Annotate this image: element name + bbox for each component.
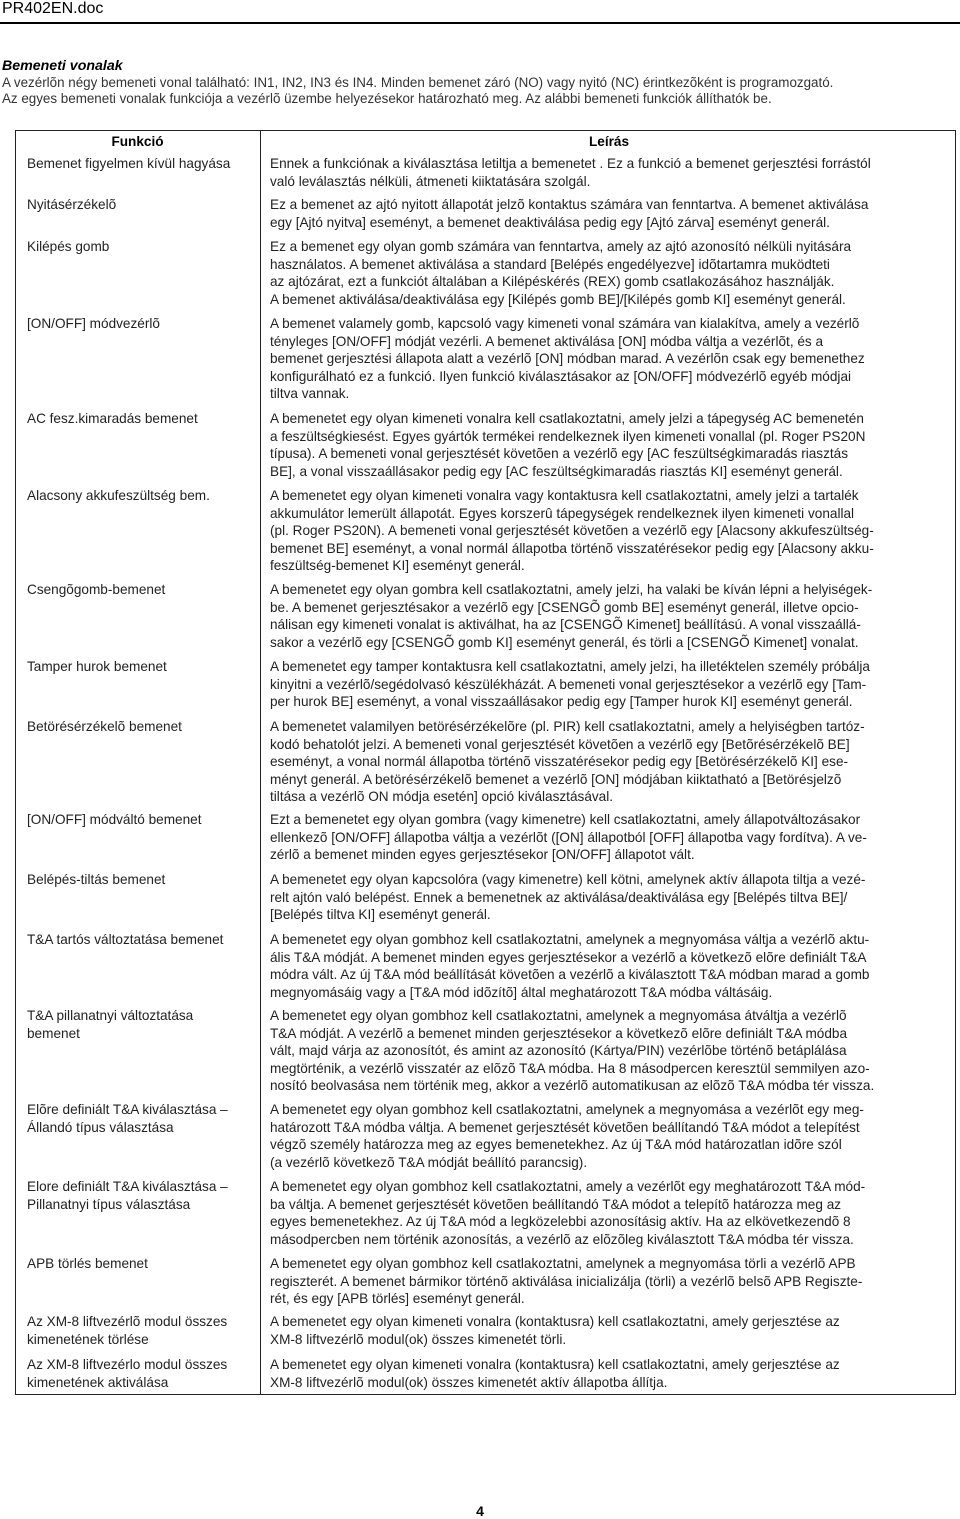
function-description-cell bbox=[270, 155, 955, 190]
description-line: konfigurálható ez a funkció. Ilyen funkció kiválasztásakor az [ON/OFF] módvezérlõ egyéb módjai bbox=[270, 368, 852, 384]
function-description-cell bbox=[270, 871, 955, 924]
description-line: (pl. Roger PS20N). A bemeneti vonal gerjesztését követõen a vezérlõ egy [Alacsony akkufeszültség- bbox=[270, 523, 874, 538]
function-description-cell bbox=[270, 658, 955, 711]
function-name-line: Csengõgomb-bemenet bbox=[27, 582, 166, 597]
description-line: A bemenetet egy olyan gombhoz kell csatlakoztatni, amelynek a megnyomása váltja a vezérlõ aktu- bbox=[270, 932, 870, 947]
description-line: A bemenetet egy tamper kontaktusra kell csatlakoztatni, amely jelzi, ha illetéktelen személy próbálja bbox=[270, 659, 870, 674]
function-name-line: Bemenet figyelmen kívül hagyása bbox=[27, 156, 231, 171]
function-name-line: Elõre definiált T&A kiválasztása – bbox=[27, 1102, 228, 1117]
description-line: A bemenetet egy olyan gombhoz kell csatlakoztatni, amelynek a megnyomása átváltja a vezérlõ bbox=[270, 1008, 847, 1023]
function-name-line: kimenetének törlése bbox=[27, 1331, 149, 1347]
description-line: megtörténik, a vezérlõ visszatér az elõzõ T&A módba. Ha 8 másodpercen keresztül semmilyen azo- bbox=[270, 1060, 870, 1076]
description-line: A bemenetet egy olyan gombhoz kell csatlakoztatni, amelynek a megnyomása törli a vezérlõ APB bbox=[270, 1256, 856, 1271]
function-name-cell bbox=[27, 1356, 262, 1391]
function-description-cell bbox=[270, 931, 955, 1001]
description-line: Ennek a funkciónak a kiválasztása letiltja a bemenetet . Ez a funkció a bemenet gerjesztési forrástól bbox=[270, 156, 871, 171]
description-line: sakor a vezérlõ egy [CSENGÕ gomb KI] eseményt generál, és törli a [CSENGÕ Kimenet] vonalat. bbox=[270, 634, 859, 650]
page-number: 4 bbox=[476, 1503, 484, 1519]
description-line: határozott T&A módba váltja. A bemenet gerjesztését követõen beállítandó T&A módot a telepítést bbox=[270, 1119, 860, 1135]
table-header-function: Funkció bbox=[111, 134, 164, 149]
function-name-cell bbox=[27, 315, 262, 333]
function-name-line: Az XM-8 liftvezérlo modul összes bbox=[27, 1357, 228, 1372]
function-name-line: Állandó típus választása bbox=[27, 1119, 174, 1135]
description-line: relt ajtón való belépést. Ennek a bemenetnek az aktiválása/deaktiválása egy [Belépés tiltva BE]/ bbox=[270, 889, 848, 905]
function-description-cell bbox=[270, 581, 955, 651]
description-line: kodó behatolót jelzi. A bemeneti vonal gerjesztését követõen a vezérlõ egy [Betõrésérzékelõ BE] bbox=[270, 736, 850, 752]
description-line: A bemenetet egy olyan kimeneti vonalra vagy kontaktusra kell csatlakoztatni, amely jelzi a tartalék bbox=[270, 488, 859, 503]
section-title: Bemeneti vonalak bbox=[2, 58, 123, 74]
function-name-line: Alacsony akkufeszültség bem. bbox=[27, 488, 210, 503]
description-line: feszültség-bemenet KI] eseményt generál. bbox=[270, 558, 525, 573]
description-line: (a vezérlõ következõ T&A módját beállító parancsig). bbox=[270, 1154, 588, 1170]
section-intro bbox=[2, 75, 958, 107]
description-line: zérlõ a bemenet minden egyes gerjesztésekor [ON/OFF] állapotot vált. bbox=[270, 847, 695, 862]
function-description-cell bbox=[270, 811, 955, 864]
description-line: A bemenetet egy olyan kimeneti vonalra (kontaktusra) kell csatlakoztatni, amely gerjesztése az bbox=[270, 1357, 840, 1372]
function-description-cell bbox=[270, 196, 955, 231]
description-line: az ajtózárat, ezt a funkciót általában a Kilépéskérés (REX) gomb csatlakozásához használják. bbox=[270, 274, 835, 289]
description-line: bemenet BE] eseményt, a vonal normál állapotba történõ visszatérésekor pedig egy [Alacsony akku- bbox=[270, 540, 874, 556]
function-description-cell bbox=[270, 1356, 955, 1391]
description-line: A bemenet valamely gomb, kapcsoló vagy kimeneti vonal számára van kialakítva, amely a vezérlõ bbox=[270, 316, 860, 331]
description-line: tiltása a vezérlõ ON módja esetén] opció kiválasztásával. bbox=[270, 789, 614, 804]
function-name-line: Tamper hurok bemenet bbox=[27, 659, 167, 674]
function-name-cell bbox=[27, 155, 262, 173]
function-name-line: bemenet bbox=[27, 1025, 80, 1041]
description-line: A bemenetet egy olyan gombhoz kell csatlakoztatni, amely a vezérlõt egy meghatározott T&A mód- bbox=[270, 1179, 866, 1194]
description-line: per hurok BE] eseményt, a vonal visszaállásakor pedig egy [Tamper hurok KI] eseményt generál. bbox=[270, 694, 853, 709]
description-line: A bemenetet valamilyen betörésérzékelõre (pl. PIR) kell csatlakoztatni, amely a helyiségben tartóz- bbox=[270, 719, 865, 734]
function-name-cell bbox=[27, 238, 262, 256]
function-name-line: T&A tartós változtatása bemenet bbox=[27, 932, 224, 947]
function-name-cell bbox=[27, 931, 262, 949]
function-name-cell bbox=[27, 1255, 262, 1273]
header-rule bbox=[0, 22, 960, 24]
function-name-line: kimenetének aktiválása bbox=[27, 1374, 169, 1390]
function-description-cell bbox=[270, 1178, 955, 1248]
description-line: típusa). A bemeneti vonal gerjesztését követõen a vezérlõ egy [AC feszültségkimaradás riasztás bbox=[270, 446, 849, 461]
description-line: egyes bemenetekhez. Az új T&A mód a legközelebbi azonosításig aktív. Ha az elkövetkezendõ 8 bbox=[270, 1214, 851, 1229]
function-description-cell bbox=[270, 1313, 955, 1348]
description-line: tényleges [ON/OFF] módját vezérli. A bemenet aktiválása [ON] módba váltja a vezérlõt, és a bbox=[270, 333, 824, 349]
function-name-line: [ON/OFF] módváltó bemenet bbox=[27, 812, 202, 827]
function-description-cell bbox=[270, 1101, 955, 1171]
function-description-cell bbox=[270, 1255, 955, 1308]
description-line: A bemenetet egy olyan kimeneti vonalra (kontaktusra) kell csatlakoztatni, amely gerjesztése az bbox=[270, 1314, 840, 1329]
description-line: végzõ személy határozza meg az egyes bemenetekhez. Az új T&A mód határozatlan idõre szól bbox=[270, 1137, 842, 1152]
function-name-cell bbox=[27, 811, 262, 829]
description-line: Ez a bemenet az ajtó nyitott állapotát jelzõ kontaktus számára van fenntartva. A bemenet aktiválása bbox=[270, 197, 869, 212]
document-filename: PR402EN.doc bbox=[2, 0, 104, 17]
description-line: ményt generál. A betörésérzékelõ bemenet a vezérlõ [ON] módjában kiiktatható a [Betörésjelzõ bbox=[270, 771, 842, 787]
function-name-cell bbox=[27, 658, 262, 676]
description-line: regiszterét. A bemenet bármikor történõ aktiválása inicializálja (törli) a vezérlõ belsõ APB Regiszte- bbox=[270, 1273, 863, 1289]
function-name-line: Az XM-8 liftvezérlõ modul összes bbox=[27, 1314, 228, 1329]
function-name-line: Betörésérzékelõ bemenet bbox=[27, 719, 182, 734]
function-name-line: APB törlés bemenet bbox=[27, 1256, 148, 1271]
function-name-cell bbox=[27, 487, 262, 505]
function-name-cell bbox=[27, 1178, 262, 1213]
function-name-cell bbox=[27, 410, 262, 428]
description-line: BE], a vonal visszaállásakor pedig egy [AC feszültségkimaradás riasztás KI] eseményt generál. bbox=[270, 463, 843, 479]
description-line: be. A bemenet gerjesztésakor a vezérlõ egy [CSENGÕ gomb BE] eseményt generál, illetve opcio- bbox=[270, 599, 859, 615]
description-line: Ezt a bemenetet egy olyan gombra (vagy kimenetre) kell csatlakoztatni, amely állapotváltozásakor bbox=[270, 812, 861, 827]
function-description-cell bbox=[270, 410, 955, 480]
function-name-line: Pillanatnyi típus választása bbox=[27, 1196, 191, 1212]
function-name-line: T&A pillanatnyi változtatása bbox=[27, 1008, 194, 1023]
description-line: rét, és egy [APB törlés] eseményt generál. bbox=[270, 1291, 525, 1306]
description-line: XM-8 liftvezérlõ modul(ok) összes kimenetét aktív állapotba állítja. bbox=[270, 1374, 668, 1390]
description-line: A bemenet aktiválása/deaktiválása egy [Kilépés gomb BE]/[Kilépés gomb KI] eseményt generál. bbox=[270, 291, 846, 307]
description-line: a feszültségkiesést. Egyes gyártók termékei rendelkeznek ilyen kimeneti vonallal (pl. Roger PS20N bbox=[270, 428, 866, 444]
description-line: nálisan egy kimeneti vonalat is aktiválhat, ha az [CSENGÕ Kimenet] beállítású. A vonal visszaállá- bbox=[270, 617, 861, 632]
function-name-line: Kilépés gomb bbox=[27, 239, 110, 254]
table-header-description: Leírás bbox=[588, 134, 630, 149]
description-line: ellenkezõ [ON/OFF] állapotba váltja a vezérlõt ([ON] állapotból [OFF] állapotba vagy fordítva). A ve- bbox=[270, 829, 867, 845]
description-line: tiltva vannak. bbox=[270, 386, 350, 401]
function-name-cell bbox=[27, 1007, 262, 1042]
description-line: A bemenetet egy olyan kimeneti vonalra kell csatlakoztatni, amely jelzi a tápegység AC bemenetén bbox=[270, 411, 864, 426]
intro-line: A vezérlõn négy bemeneti vonal található: IN1, IN2, IN3 és IN4. Minden bemenet záró (NO) vagy nyitó (NC) érintkezõként is programozgató. bbox=[2, 75, 834, 90]
function-name-line: Nyitásérzékelõ bbox=[27, 197, 117, 212]
description-line: bemenet gerjesztési állapota alatt a vezérlõ [ON] módban marad. A vezérlõn csak egy bemenethez bbox=[270, 351, 865, 366]
description-line: ba váltja. A bemenet gerjesztését követõen beállítandó T&A módot a telepítõ határozza meg az bbox=[270, 1196, 842, 1212]
function-description-cell bbox=[270, 487, 955, 575]
function-name-cell bbox=[27, 871, 262, 889]
function-name-cell bbox=[27, 1101, 262, 1136]
description-line: vált, majd várja az azonosítót, és amint az azonosító (Kártya/PIN) vezérlõbe történõ betáplálása bbox=[270, 1043, 847, 1058]
description-line: egy [Ajtó nyitva] eseményt, a bemenet deaktiválása pedig egy [Ajtó zárva] eseményt generál. bbox=[270, 214, 830, 230]
intro-line: Az egyes bemeneti vonalak funkciója a vezérlõ üzembe helyezésekor határozható meg. Az alábbi bemeneti funkciók állíthatók be. bbox=[2, 91, 772, 106]
description-line: A bemenetet egy olyan gombra kell csatlakoztatni, amely jelzi, ha valaki be kíván lépni a helyiségek- bbox=[270, 582, 873, 597]
function-name-cell bbox=[27, 1313, 262, 1348]
description-line: való leválasztás nélküli, átmeneti kiiktatására szolgál. bbox=[270, 173, 591, 189]
function-name-line: AC fesz.kimaradás bemenet bbox=[27, 411, 198, 426]
function-description-cell bbox=[270, 238, 955, 308]
function-description-cell bbox=[270, 1007, 955, 1095]
function-name-cell bbox=[27, 718, 262, 736]
description-line: másodpercben nem történik azonosítás, a vezérlõ az elõzõleg kiválasztott T&A módba tér vissza. bbox=[270, 1231, 854, 1247]
description-line: [Belépés tiltva KI] eseményt generál. bbox=[270, 907, 491, 922]
function-name-line: Belépés-tiltás bemenet bbox=[27, 872, 166, 887]
description-line: használatos. A bemenet aktiválása a standard [Belépés engedélyezve] idõtartamra muködteti bbox=[270, 256, 830, 272]
description-line: akkumulátor lemerült állapotát. Egyes korszerû tápegységek rendelkeznek ilyen kimeneti vonallal bbox=[270, 505, 855, 521]
function-name-line: Elore definiált T&A kiválasztása – bbox=[27, 1179, 228, 1194]
description-line: megnyomásáig vagy a [T&A mód idõzítõ] által meghatározott T&A módba váltásáig. bbox=[270, 984, 773, 1000]
description-line: A bemenetet egy olyan kapcsolóra (vagy kimenetre) kell kötni, amelynek aktív állapota tiltja a vezé- bbox=[270, 872, 866, 887]
description-line: módra vált. Az új T&A mód beállítását követõen a vezérlõ a kiválasztott T&A módban marad a gomb bbox=[270, 967, 870, 982]
function-name-cell bbox=[27, 581, 262, 599]
description-line: A bemenetet egy olyan gombhoz kell csatlakoztatni, amelynek a megnyomása a vezérlõt egy meg- bbox=[270, 1102, 864, 1117]
function-description-cell bbox=[270, 315, 955, 403]
description-line: ális T&A módját. A bemenet minden egyes gerjesztésekor a vezérlõ a következõ elõre definiált T&A bbox=[270, 949, 867, 965]
function-name-line: [ON/OFF] módvezérlõ bbox=[27, 316, 160, 331]
function-name-cell bbox=[27, 196, 262, 214]
description-line: kinyitni a vezérlõ/segédolvasó készülékházát. A bemeneti vonal gerjesztésekor a vezérlõ egy [Tam- bbox=[270, 676, 867, 692]
function-description-cell bbox=[270, 718, 955, 806]
description-line: T&A módját. A vezérlõ a bemenet minden gerjesztésekor a következõ elõre definiált T&A módba bbox=[270, 1025, 848, 1041]
description-line: XM-8 liftvezérlõ modul(ok) összes kimenetét törli. bbox=[270, 1331, 567, 1347]
description-line: nosító beolvasása nem történik meg, akkor a vezérlõ automatikusan az elõzõ T&A módba tér vissza. bbox=[270, 1078, 875, 1093]
description-line: Ez a bemenet egy olyan gomb számára van fenntartva, amely az ajtó azonosító nélküli nyitására bbox=[270, 239, 852, 254]
description-line: eseményt, a vonal normál állapotba történõ visszatérésekor pedig egy [Betörésérzékelõ KI] ese- bbox=[270, 754, 849, 769]
